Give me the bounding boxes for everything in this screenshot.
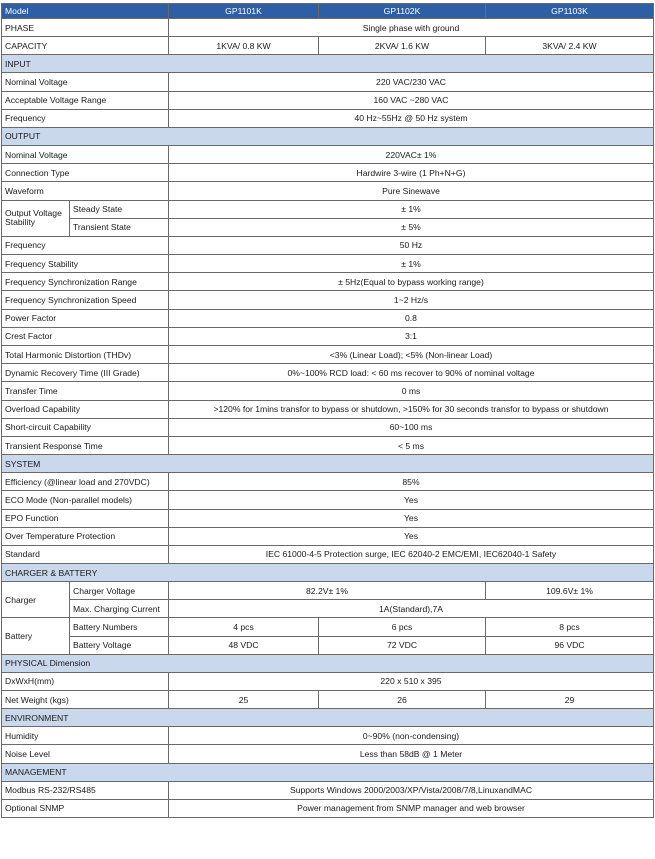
table-row [2,781,654,799]
row-value: Yes [169,527,654,545]
row-value: Hardwire 3-wire (1 Ph+N+G) [169,164,654,182]
row-value: ± 1% [169,200,654,218]
row-label: Connection Type [2,164,169,182]
row-value: 72 VDC [319,636,486,654]
row-label: Frequency [2,236,169,254]
section-header [2,455,654,473]
row-value: 4 pcs [169,618,319,636]
row-value: < 5 ms [169,436,654,454]
row-label: EPO Function [2,509,169,527]
table-row [2,327,654,345]
table-row [2,509,654,527]
row-value: IEC 61000-4-5 Protection surge, IEC 62040-2 EMC/EMI, IEC62040-1 Safety [169,545,654,563]
row-value: 26 [319,691,486,709]
row-label: DxWxH(mm) [2,672,169,690]
table-row [2,400,654,418]
row-label: Overload Capability [2,400,169,418]
section-header [2,654,654,672]
table-row [2,418,654,436]
row-label: Standard [2,545,169,563]
row-value: 3KVA/ 2.4 KW [486,37,654,55]
row-value: Pure Sinewave [169,182,654,200]
table-row [2,545,654,563]
table-row [2,236,654,254]
row-value: 220VAC± 1% [169,145,654,163]
section-title: ENVIRONMENT [2,709,654,727]
table-row [2,727,654,745]
row-value: 220 x 510 x 395 [169,672,654,690]
row-value: 109.6V± 1% [486,582,654,600]
header-row [2,4,654,19]
table-row [2,91,654,109]
row-label: PHASE [2,19,169,37]
model-gp1103k: GP1103K [486,4,654,19]
table-row [2,436,654,454]
row-label: Transient Response Time [2,436,169,454]
row-value: 82.2V± 1% [169,582,486,600]
row-label: Optional SNMP [2,799,169,817]
row-value: 160 VAC ~280 VAC [169,91,654,109]
row-value: 25 [169,691,319,709]
row-value: 96 VDC [486,636,654,654]
table-row [2,364,654,382]
row-value: <3% (Linear Load); <5% (Non-linear Load) [169,346,654,364]
row-value: ± 1% [169,255,654,273]
table-row [2,182,654,200]
row-label: Short-circuit Capability [2,418,169,436]
row-label: Frequency [2,109,169,127]
row-label: Waveform [2,182,169,200]
section-header [2,709,654,727]
stability-label: Output Voltage Stability [2,200,70,236]
section-title: SYSTEM [2,455,654,473]
table-row [2,37,654,55]
section-title: PHYSICAL Dimension [2,654,654,672]
row-label: Frequency Synchronization Range [2,273,169,291]
spec-table [1,3,654,818]
table-row [2,582,654,600]
table-row [2,145,654,163]
row-label: Efficiency (@linear load and 270VDC) [2,473,169,491]
table-row [2,672,654,690]
table-row [2,164,654,182]
table-row [2,109,654,127]
row-value: 8 pcs [486,618,654,636]
table-row [2,200,654,218]
table-row [2,19,654,37]
row-value: 3:1 [169,327,654,345]
table-row [2,273,654,291]
row-sublabel: Charger Voltage [70,582,169,600]
row-label: Total Harmonic Distortion (THDv) [2,346,169,364]
section-title: MANAGEMENT [2,763,654,781]
section-title: OUTPUT [2,127,654,145]
table-row [2,382,654,400]
row-value: 220 VAC/230 VAC [169,73,654,91]
row-value: 1A(Standard),7A [169,600,654,618]
row-value: Supports Windows 2000/2003/XP/Vista/2008/7/8,LinuxandMAC [169,781,654,799]
row-value: Power management from SNMP manager and web browser [169,799,654,817]
row-value: 0%~100% RCD load: < 60 ms recover to 90% of nominal voltage [169,364,654,382]
row-label: Nominal Voltage [2,145,169,163]
row-value: 85% [169,473,654,491]
row-sublabel: Transient State [70,218,169,236]
table-row [2,691,654,709]
table-row [2,527,654,545]
row-sublabel: Battery Numbers [70,618,169,636]
row-label: Modbus RS-232/RS485 [2,781,169,799]
row-value: 2KVA/ 1.6 KW [319,37,486,55]
row-sublabel: Max. Charging Current [70,600,169,618]
row-value: ± 5% [169,218,654,236]
model-gp1102k: GP1102K [319,4,486,19]
row-value: 40 Hz~55Hz @ 50 Hz system [169,109,654,127]
model-label: Model [2,4,169,19]
row-value: ± 5Hz(Equal to bypass working range) [169,273,654,291]
section-header [2,55,654,73]
model-gp1101k: GP1101K [169,4,319,19]
battery-label: Battery [2,618,70,654]
row-value: 0 ms [169,382,654,400]
row-value: 0.8 [169,309,654,327]
row-value: >120% for 1mins transfor to bypass or shutdown, >150% for 30 seconds transfor to bypass or shutdown [169,400,654,418]
row-value: 6 pcs [319,618,486,636]
row-value: 50 Hz [169,236,654,254]
row-label: ECO Mode (Non-parallel models) [2,491,169,509]
row-label: Acceptable Voltage Range [2,91,169,109]
table-row [2,291,654,309]
table-row [2,745,654,763]
table-row [2,636,654,654]
table-row [2,73,654,91]
row-value: 48 VDC [169,636,319,654]
row-label: Nominal Voltage [2,73,169,91]
row-label: Frequency Stability [2,255,169,273]
row-label: Transfer Time [2,382,169,400]
row-label: Crest Factor [2,327,169,345]
section-title: INPUT [2,55,654,73]
table-row [2,473,654,491]
table-row [2,218,654,236]
charger-label: Charger [2,582,70,618]
table-row [2,346,654,364]
row-value: Less than 58dB @ 1 Meter [169,745,654,763]
row-value: 0~90% (non-condensing) [169,727,654,745]
table-row [2,600,654,618]
row-label: Power Factor [2,309,169,327]
row-label: Frequency Synchronization Speed [2,291,169,309]
row-label: CAPACITY [2,37,169,55]
row-value: Yes [169,509,654,527]
row-label: Humidity [2,727,169,745]
table-row [2,799,654,817]
row-label: Dynamic Recovery Time (III Grade) [2,364,169,382]
table-row [2,255,654,273]
section-header [2,564,654,582]
section-header [2,763,654,781]
row-value: 60~100 ms [169,418,654,436]
table-row [2,309,654,327]
row-value: Single phase with ground [169,19,654,37]
table-row [2,618,654,636]
row-sublabel: Battery Voltage [70,636,169,654]
row-label: Over Temperature Protection [2,527,169,545]
row-sublabel: Steady State [70,200,169,218]
row-value: Yes [169,491,654,509]
section-header [2,127,654,145]
table-row [2,491,654,509]
section-title: CHARGER & BATTERY [2,564,654,582]
row-label: Noise Level [2,745,169,763]
row-value: 1~2 Hz/s [169,291,654,309]
row-value: 29 [486,691,654,709]
row-value: 1KVA/ 0.8 KW [169,37,319,55]
row-label: Net Weight (kgs) [2,691,169,709]
